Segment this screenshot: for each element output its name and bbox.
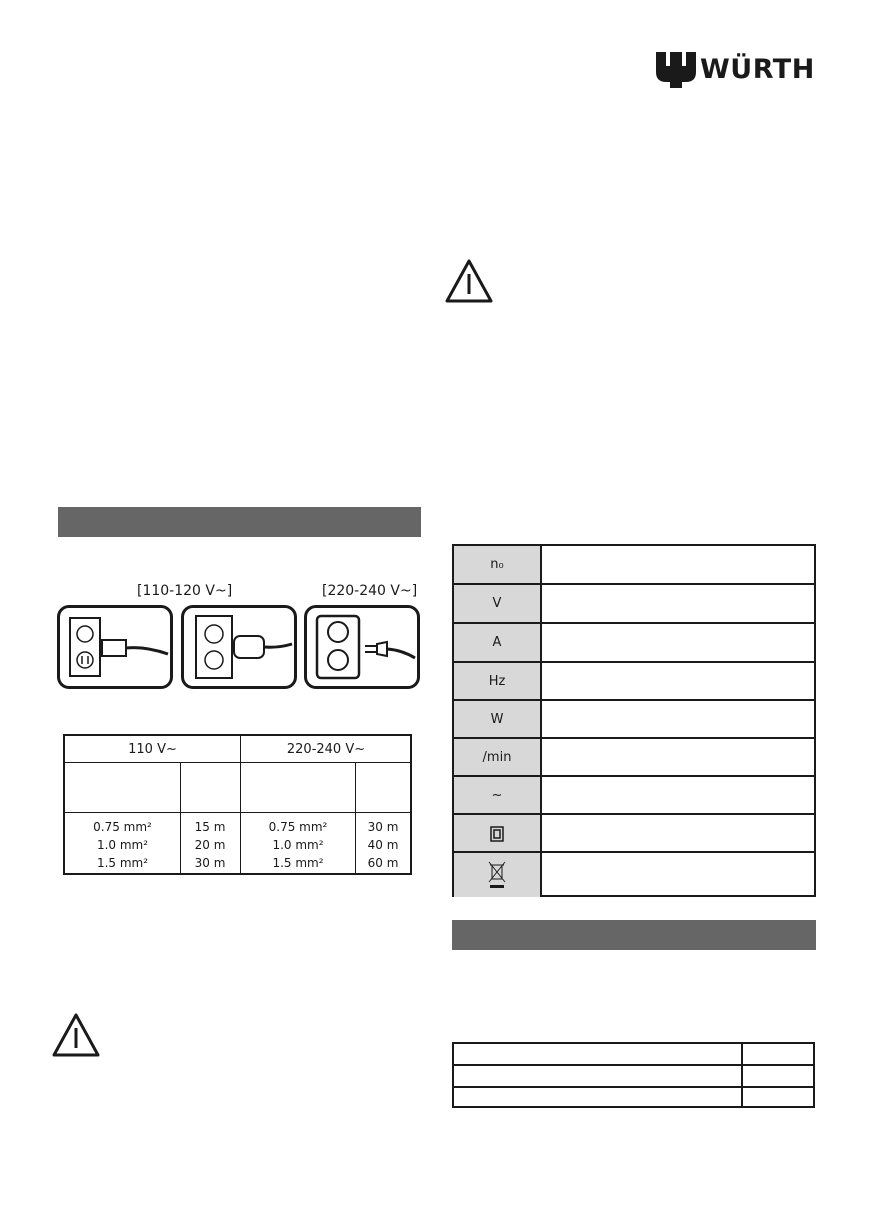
symbol-row — [454, 739, 814, 776]
symbol-alternating-current: ~ — [491, 788, 503, 803]
voltage-label-220: [220-240 V~] — [322, 583, 418, 599]
sections-110: 0.75 mm² 1.0 mm² 1.5 mm² — [93, 820, 152, 870]
symbol-row — [454, 546, 814, 583]
brand-name: WÜRTH — [700, 54, 815, 85]
warning-icon — [444, 258, 494, 304]
symbol-row — [454, 663, 814, 700]
symbol-volt: V — [492, 596, 502, 611]
voltage-label-110: [110-120 V~] — [137, 583, 233, 599]
weee-crossed-bin-icon — [487, 860, 507, 890]
header-220v: 220-240 V~ — [286, 742, 366, 757]
lengths-110: 15 m 20 m 30 m — [194, 820, 226, 870]
class-ii-double-insulation-icon — [490, 826, 504, 842]
symbol-no-load-speed: n₀ — [490, 557, 504, 572]
spec-table — [452, 1042, 815, 1108]
section-bar-electrical — [58, 507, 421, 537]
symbol-row — [454, 815, 814, 852]
symbol-ampere: A — [492, 635, 502, 650]
symbol-row — [454, 853, 814, 897]
outlet-adapter-illustration — [181, 605, 297, 689]
symbol-watt: W — [490, 712, 504, 727]
symbol-row — [454, 701, 814, 738]
symbol-row — [454, 777, 814, 814]
header-110v: 110 V~ — [128, 742, 177, 757]
symbol-row — [454, 624, 814, 661]
symbol-per-minute: /min — [482, 750, 512, 765]
warning-icon — [51, 1012, 101, 1058]
sections-220: 0.75 mm² 1.0 mm² 1.5 mm² — [268, 820, 328, 870]
outlet-eu-plug-illustration — [304, 605, 420, 689]
outlet-us-plug-illustration — [57, 605, 173, 689]
lengths-220: 30 m 40 m 60 m — [367, 820, 399, 870]
cable-section-table — [63, 734, 412, 875]
symbol-table — [452, 544, 816, 897]
symbol-row — [454, 585, 814, 622]
symbol-hertz: Hz — [488, 674, 506, 689]
section-bar-specs — [452, 920, 816, 950]
